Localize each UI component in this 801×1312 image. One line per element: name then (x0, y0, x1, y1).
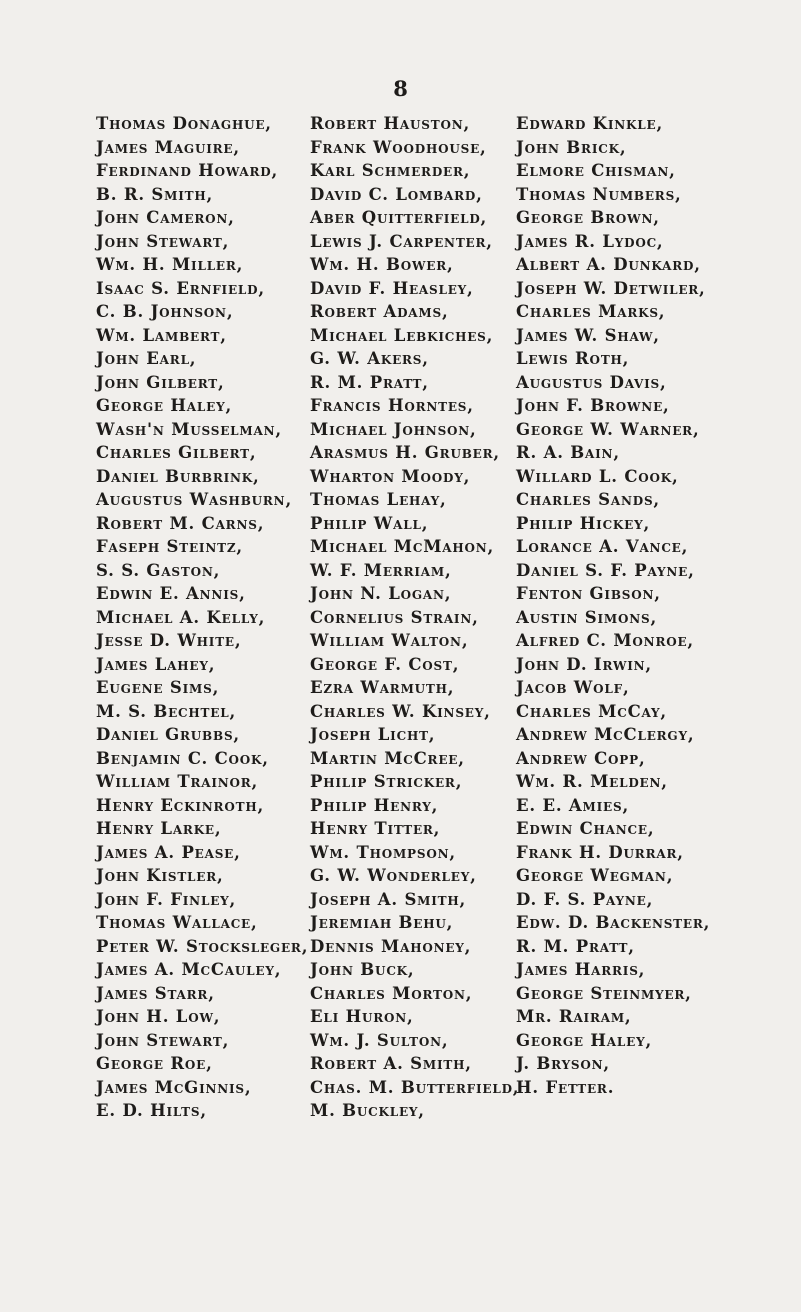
name-entry: John Buck, (310, 960, 415, 979)
name-entry: Charles Marks, (516, 302, 666, 321)
name-entry: John Gilbert, (96, 372, 225, 392)
name-entry: Wm. H. Bower, (310, 255, 454, 274)
name-entry: Daniel S. F. Payne, (516, 560, 695, 580)
name-entry: Isaac S. Ernfield, (96, 278, 265, 298)
name-entry: M. S. Bechtel, (96, 701, 237, 721)
name-entry: R. M. Pratt, (516, 936, 635, 956)
name-entry: C. B. Johnson, (96, 302, 234, 321)
name-entry: Robert Hauston, (310, 114, 471, 133)
name-entry: James Starr, (96, 983, 215, 1003)
name-entry: Thomas Wallace, (96, 913, 258, 932)
name-entry: E. D. Hilts, (96, 1101, 207, 1120)
name-entry: Wharton Moody, (310, 466, 471, 486)
name-entry: James Maguire, (96, 137, 240, 157)
name-entry: Robert M. Carns, (96, 513, 265, 533)
name-entry: John Cameron, (96, 208, 235, 227)
name-entry: Philip Stricker, (310, 772, 463, 791)
name-entry: Ferdinand Howard, (96, 161, 279, 180)
name-entry: Charles Sands, (516, 490, 660, 509)
name-entry: Fenton Gibson, (516, 584, 661, 603)
name-entry: Eli Huron, (310, 1007, 414, 1026)
name-entry: Edward Kinkle, (516, 114, 664, 133)
name-entry: Joseph A. Smith, (310, 889, 467, 909)
name-entry: G. W. Wonderley, (310, 866, 477, 885)
name-entry: G. W. Akers, (310, 349, 429, 368)
name-entry: Daniel Grubbs, (96, 725, 240, 744)
page-number: 8 (393, 76, 408, 101)
name-entry: Aber Quitterfield, (310, 208, 488, 227)
name-entry: George Roe, (96, 1054, 213, 1073)
name-entry: B. R. Smith, (96, 184, 214, 204)
name-entry: E. E. Amies, (516, 795, 629, 815)
name-entry: John N. Logan, (310, 584, 452, 603)
name-entry: James Harris, (516, 960, 646, 979)
name-entry: Alfred C. Monroe, (516, 631, 694, 650)
name-entry: Albert A. Dunkard, (516, 255, 701, 274)
name-entry: Wm. Lambert, (96, 325, 227, 345)
name-entry: Lewis Roth, (516, 349, 630, 368)
name-entry: Edwin Chance, (516, 819, 655, 838)
name-entry: Wm. H. Miller, (96, 255, 244, 274)
name-entry: Edwin E. Annis, (96, 584, 246, 603)
name-entry: Arasmus H. Gruber, (310, 443, 500, 462)
name-entry: John F. Browne, (516, 396, 670, 415)
name-entry: Willard L. Cook, (516, 466, 679, 486)
name-entry: James W. Shaw, (516, 325, 660, 345)
name-entry: J. Bryson, (516, 1054, 610, 1073)
name-entry: Wash'n Musselman, (96, 419, 282, 439)
name-entry: Henry Titter, (310, 819, 441, 838)
name-entry: James McGinnis, (96, 1077, 252, 1097)
name-entry: John Earl, (96, 349, 197, 368)
name-entry: Michael A. Kelly, (96, 607, 266, 627)
name-entry: R. A. Bain, (516, 443, 620, 462)
name-entry: Augustus Washburn, (96, 490, 292, 509)
name-entry: Michael Lebkiches, (310, 325, 494, 345)
name-entry: Frank Woodhouse, (310, 137, 487, 157)
name-entry: Thomas Donaghue, (96, 114, 272, 133)
name-entry: Edw. D. Backenster, (516, 913, 711, 932)
name-entry: Ezra Warmuth, (310, 678, 455, 697)
name-entry: John F. Finley, (96, 889, 237, 909)
name-entry: Martin McCree, (310, 748, 465, 768)
name-entry: David C. Lombard, (310, 184, 483, 204)
name-entry: Charles Morton, (310, 983, 473, 1003)
name-entry: Henry Larke, (96, 819, 222, 838)
name-entry: Thomas Lehay, (310, 490, 447, 509)
name-entry: Philip Henry, (310, 795, 439, 815)
name-entry: George F. Cost, (310, 654, 460, 674)
name-entry: Jacob Wolf, (516, 678, 630, 697)
name-entry: Philip Wall, (310, 513, 429, 533)
name-entry: Charles W. Kinsey, (310, 701, 491, 721)
name-entry: Jeremiah Behu, (310, 913, 454, 932)
name-entry: Mr. Rairam, (516, 1007, 632, 1026)
name-entry: Robert A. Smith, (310, 1054, 472, 1073)
name-entry: John Stewart, (96, 231, 230, 251)
name-entry: Charles Gilbert, (96, 443, 257, 462)
name-entry: John Stewart, (96, 1030, 230, 1050)
name-entry: James Lahey, (96, 654, 216, 674)
name-column-2 (310, 112, 519, 1123)
name-entry: John Kistler, (96, 866, 224, 885)
name-entry: George Steinmyer, (516, 983, 692, 1003)
name-entry: Charles McCay, (516, 701, 667, 721)
name-entry: Faseph Steintz, (96, 537, 243, 556)
name-entry: George Haley, (96, 396, 232, 415)
name-entry: Eugene Sims, (96, 678, 220, 697)
name-entry: W. F. Merriam, (310, 560, 452, 580)
name-entry: Chas. M. Butterfield, (310, 1077, 520, 1097)
name-entry: John H. Low, (96, 1007, 221, 1026)
name-entry: David F. Heasley, (310, 278, 474, 298)
name-entry: Robert Adams, (310, 302, 449, 321)
name-entry: Daniel Burbrink, (96, 466, 260, 486)
name-entry: George Wegman, (516, 866, 674, 885)
name-entry: Austin Simons, (516, 607, 658, 627)
name-entry: Benjamin C. Cook, (96, 748, 269, 768)
name-entry: William Trainor, (96, 772, 259, 791)
name-entry: Cornelius Strain, (310, 607, 479, 627)
name-entry: Henry Eckinroth, (96, 795, 264, 815)
name-entry: M. Buckley, (310, 1101, 425, 1120)
name-entry: Joseph W. Detwiler, (516, 278, 706, 298)
name-entry: George W. Warner, (516, 419, 700, 439)
name-entry: James A. Pease, (96, 842, 241, 862)
name-entry: Lewis J. Carpenter, (310, 231, 493, 251)
name-entry: Karl Schmerder, (310, 161, 471, 180)
name-entry: Michael Johnson, (310, 419, 477, 439)
name-entry: Francis Horntes, (310, 396, 474, 415)
name-entry: Wm. R. Melden, (516, 772, 668, 791)
name-entry: Lorance A. Vance, (516, 537, 689, 556)
name-entry: Dennis Mahoney, (310, 936, 472, 956)
name-entry: Michael McMahon, (310, 537, 495, 556)
name-entry: Augustus Davis, (516, 372, 667, 392)
name-column-1 (96, 112, 308, 1123)
name-entry: Frank H. Durrar, (516, 842, 684, 862)
name-column-3 (516, 112, 710, 1099)
name-entry: D. F. S. Payne, (516, 889, 654, 909)
name-entry: John Brick, (516, 137, 627, 157)
name-entry: James A. McCauley, (96, 960, 282, 979)
name-entry: George Haley, (516, 1030, 652, 1050)
name-entry: Wm. Thompson, (310, 842, 456, 862)
name-entry: Thomas Numbers, (516, 184, 682, 204)
name-entry: Elmore Chisman, (516, 161, 676, 180)
name-entry: Joseph Licht, (310, 725, 436, 744)
name-entry: H. Fetter. (516, 1077, 615, 1097)
name-entry: William Walton, (310, 631, 469, 650)
name-entry: Wm. J. Sulton, (310, 1030, 449, 1050)
name-entry: S. S. Gaston, (96, 560, 221, 580)
name-entry: George Brown, (516, 208, 660, 227)
name-entry: James R. Lydoc, (516, 231, 664, 251)
name-entry: Peter W. Stocksleger, (96, 936, 309, 956)
name-entry: Jesse D. White, (96, 631, 242, 650)
name-entry: R. M. Pratt, (310, 372, 429, 392)
name-entry: John D. Irwin, (516, 654, 652, 674)
name-entry: Andrew McClergy, (516, 725, 695, 744)
name-entry: Philip Hickey, (516, 513, 651, 533)
name-entry: Andrew Copp, (516, 748, 646, 768)
